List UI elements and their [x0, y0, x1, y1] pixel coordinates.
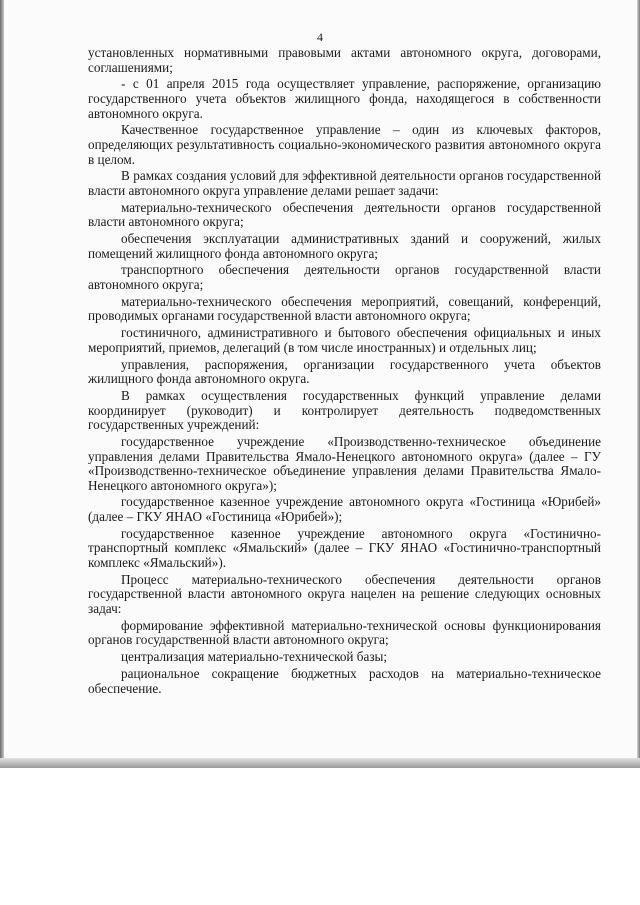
paragraph: - с 01 апреля 2015 года осуществляет управление, распоряжение, организацию государственного учета объектов жилищного фонда, находящегося в собственности автономного округа.	[88, 76, 601, 121]
paragraph: государственное казенное учреждение автономного округа «Гостиница «Юрибей» (далее – ГКУ ЯНАО «Гостиница «Юрибей»);	[88, 494, 601, 525]
page-number: 4	[317, 30, 323, 44]
paragraph: государственное учреждение «Производственно-техническое объединение управления делами Правительства Ямало-Ненецкого автономного округа» (далее – ГУ «Производственно-техническое объединение управления делами Правительства Ямало-Ненецкого автономного округа»);	[88, 433, 601, 493]
paragraph: материально-технического обеспечения мероприятий, совещаний, конференций, проводимых органами государственной власти автономного округа;	[88, 293, 601, 324]
scan-edge-left	[0, 0, 4, 768]
scan-edge-bottom	[0, 758, 640, 768]
paragraph: гостиничного, административного и бытового обеспечения официальных и иных мероприятий, приемов, делегаций (в том числе иностранных) и отдельных лиц;	[88, 325, 601, 355]
paragraph: управления, распоряжения, организации государственного учета объектов жилищного фонда автономного округа.	[88, 356, 601, 387]
paragraph: централизация материально-технической базы;	[121, 649, 388, 665]
paragraph: Качественное государственное управление – один из ключевых факторов, определяющих результативность социально-экономического развития автономного округа в целом.	[88, 122, 601, 167]
paragraph: В рамках осуществления государственных функций управление делами координирует (руководит) и контролирует деятельность подведомственных государственных учреждений:	[88, 387, 601, 433]
paragraph: формирование эффективной материально-технической основы функционирования органов государственной власти автономного округа;	[88, 617, 601, 648]
paragraph: материально-технического обеспечения деятельности органов государственной власти автономного округа;	[88, 199, 601, 230]
document-body	[88, 46, 601, 698]
paragraph: государственное казенное учреждение автономного округа «Гостинично-транспортный комплекс «Ямальский» (далее – ГКУ ЯНАО «Гостинично-транспортный комплекс «Ямальский»).	[88, 525, 601, 571]
paragraph: обеспечения эксплуатации административных зданий и сооружений, жилых помещений жилищного фонда автономного округа;	[88, 231, 601, 261]
paragraph: Процесс материально-технического обеспечения деятельности органов государственной власти автономного округа нацелен на решение следующих основных задач:	[88, 571, 601, 616]
paragraph: транспортного обеспечения деятельности органов государственной власти автономного округа;	[88, 262, 601, 293]
paragraph: установленных нормативными правовыми актами автономного округа, договорами, соглашениями;	[88, 45, 601, 75]
paragraph: В рамках создания условий для эффективной деятельности органов государственной власти автономного округа управление делами решает задачи:	[88, 168, 601, 198]
paragraph: рациональное сокращение бюджетных расходов на материально-техническое обеспечение.	[88, 665, 601, 696]
